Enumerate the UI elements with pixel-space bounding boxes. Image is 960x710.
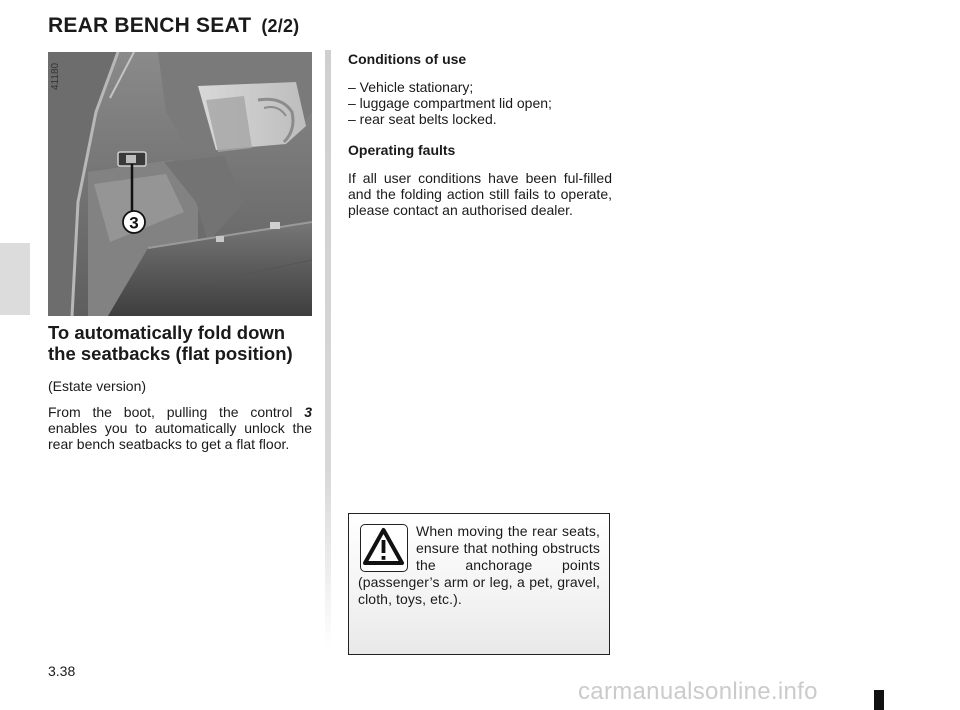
watermark: carmanualsonline.info [578,678,818,705]
section-heading [48,322,312,364]
fold-instructions [48,404,312,452]
faults-text: If all user conditions have been ful-filled and the folding action still fails to operate, please contact an authorised dealer. [348,170,612,218]
right-column [348,51,612,218]
boot-illustration [48,52,312,316]
chapter-tab [0,243,30,315]
figure-id: 41180 [50,62,61,90]
warning-text: When moving the rear seats, ensure that nothing obstructs the anchorage points (passenger’s arm or leg, a pet, gravel, cloth, toys, etc.). [358,523,600,607]
section-heading-line2: the seatbacks (flat position) [48,343,293,364]
version-note: (Estate version) [48,378,147,394]
warning-triangle-icon [360,524,408,572]
fold-instructions-end: enables you to automatically unlock the rear bench seatbacks to get a flat floor. [48,420,312,452]
warning-box [348,513,610,655]
faults-heading: Operating faults [348,142,456,158]
column-divider [325,50,331,650]
list-item: – rear seat belts locked. [348,111,497,127]
left-column [48,322,312,452]
page-title-suffix: (2/2) [261,16,300,36]
list-item: – Vehicle stationary; [348,79,474,95]
page-number: 3.38 [48,663,76,679]
conditions-list [348,79,612,127]
boot-illustration-drawing [48,52,312,316]
page-title [48,14,299,38]
callout-label: 3 [129,213,139,233]
page-title-text: REAR BENCH SEAT [48,14,252,37]
section-heading-line1: To automatically fold down [48,322,286,343]
list-item: – luggage compartment lid open; [348,95,552,111]
fold-instructions-start: From the boot, pulling the control [48,404,305,420]
control-reference: 3 [304,404,312,420]
corner-mark [874,690,884,710]
conditions-heading: Conditions of use [348,51,467,67]
